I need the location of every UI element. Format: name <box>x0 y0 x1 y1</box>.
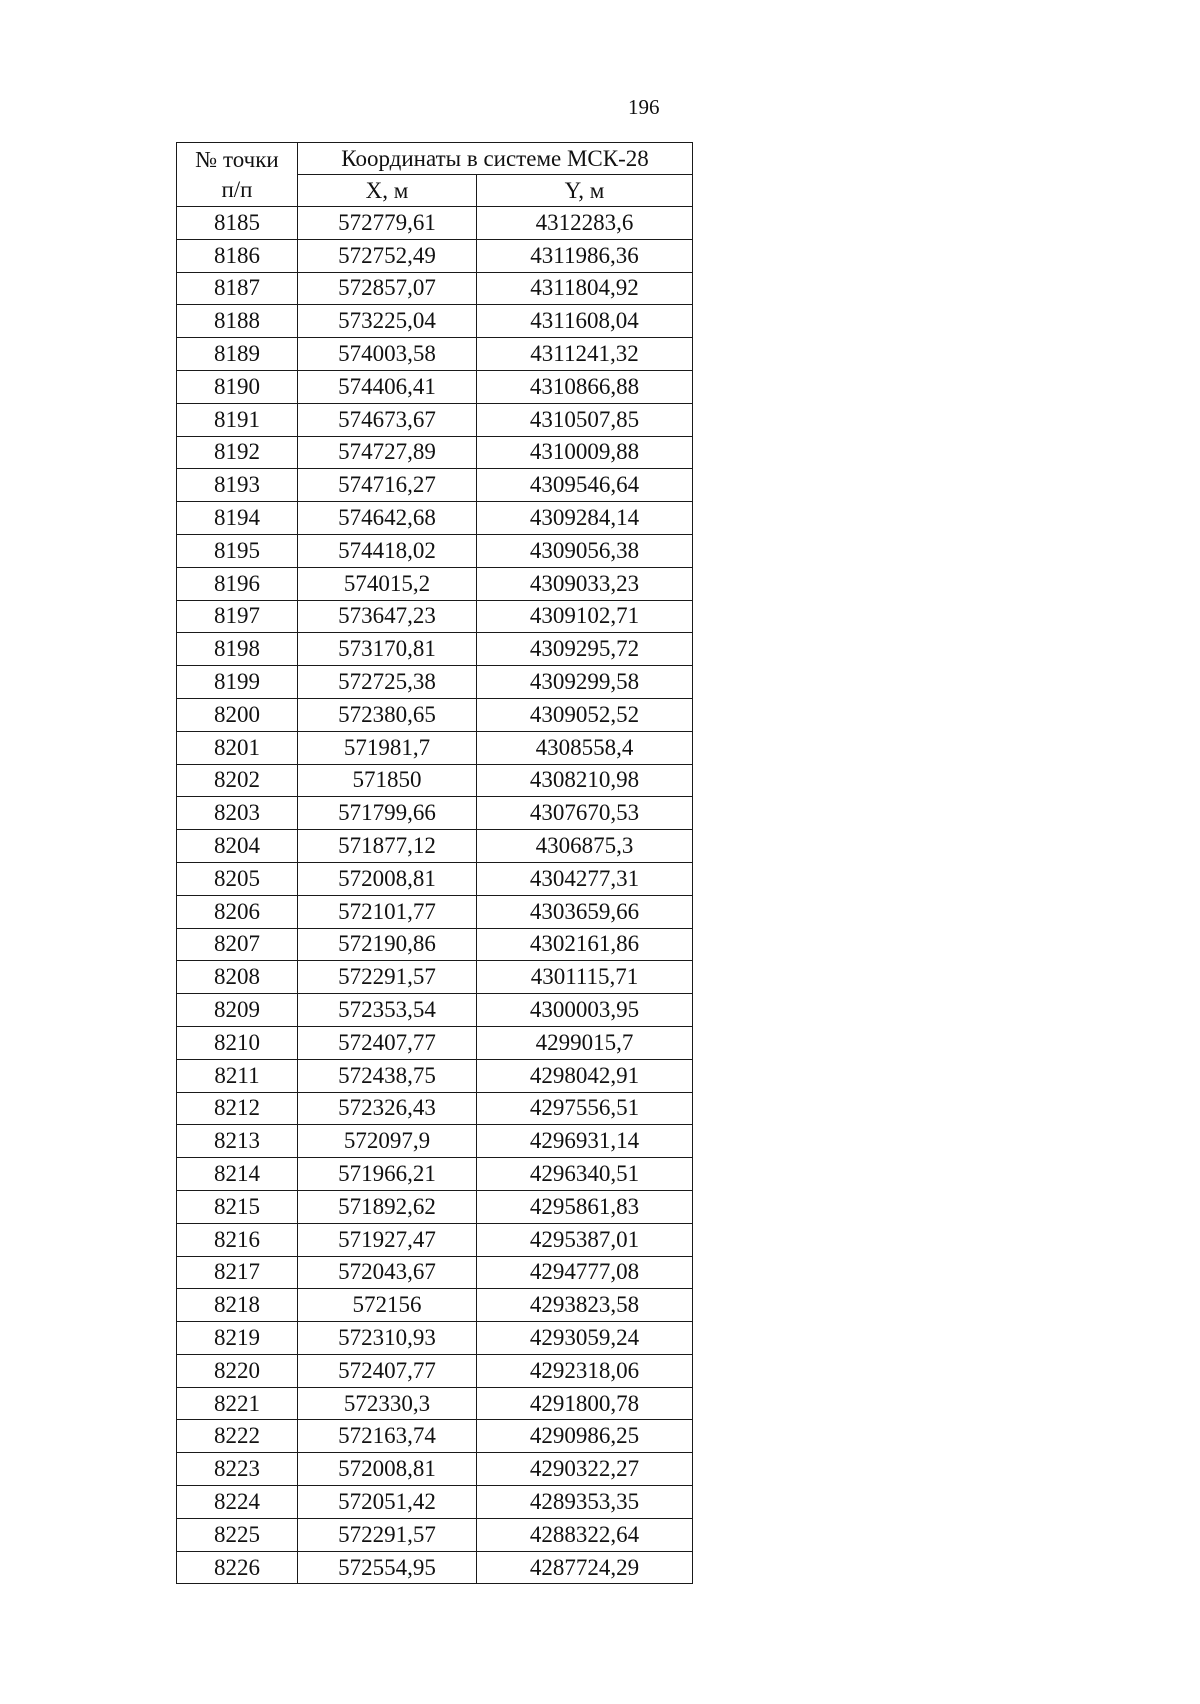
table-row <box>177 633 693 666</box>
table-row <box>177 207 693 240</box>
x-coordinate-cell: 572291,57 <box>298 1518 477 1551</box>
point-number-cell: 8197 <box>177 600 298 633</box>
y-coordinate-cell: 4296931,14 <box>477 1125 693 1158</box>
x-coordinate-cell: 572051,42 <box>298 1486 477 1519</box>
y-coordinate-cell: 4309546,64 <box>477 469 693 502</box>
table-row <box>177 698 693 731</box>
table-row <box>177 895 693 928</box>
table-row <box>177 1486 693 1519</box>
y-coordinate-cell: 4311986,36 <box>477 239 693 272</box>
y-coordinate-cell: 4303659,66 <box>477 895 693 928</box>
x-coordinate-cell: 572097,9 <box>298 1125 477 1158</box>
y-coordinate-cell: 4311608,04 <box>477 305 693 338</box>
point-number-cell: 8211 <box>177 1059 298 1092</box>
point-number-header-line2: п/п <box>221 176 253 202</box>
x-coordinate-cell: 572554,95 <box>298 1551 477 1584</box>
x-coordinate-cell: 573225,04 <box>298 305 477 338</box>
point-number-cell: 8213 <box>177 1125 298 1158</box>
y-coordinate-cell: 4290986,25 <box>477 1420 693 1453</box>
point-number-cell: 8221 <box>177 1387 298 1420</box>
table-row <box>177 1289 693 1322</box>
y-coordinate-cell: 4288322,64 <box>477 1518 693 1551</box>
x-coordinate-cell: 572156 <box>298 1289 477 1322</box>
table-header <box>177 143 693 207</box>
point-number-cell: 8209 <box>177 994 298 1027</box>
table-row <box>177 1518 693 1551</box>
x-coordinate-cell: 572163,74 <box>298 1420 477 1453</box>
table-row <box>177 436 693 469</box>
table-row <box>177 994 693 1027</box>
point-number-cell: 8192 <box>177 436 298 469</box>
point-number-cell: 8218 <box>177 1289 298 1322</box>
point-number-cell: 8201 <box>177 731 298 764</box>
x-coordinate-cell: 574727,89 <box>298 436 477 469</box>
table-row <box>177 666 693 699</box>
table-row <box>177 928 693 961</box>
y-coordinate-cell: 4312283,6 <box>477 207 693 240</box>
point-number-header <box>177 143 298 207</box>
y-coordinate-cell: 4289353,35 <box>477 1486 693 1519</box>
x-coordinate-cell: 572326,43 <box>298 1092 477 1125</box>
table-row <box>177 338 693 371</box>
point-number-cell: 8223 <box>177 1453 298 1486</box>
y-coordinate-cell: 4302161,86 <box>477 928 693 961</box>
table-row <box>177 1322 693 1355</box>
table-row <box>177 502 693 535</box>
x-coordinate-cell: 574716,27 <box>298 469 477 502</box>
y-coordinate-cell: 4290322,27 <box>477 1453 693 1486</box>
point-number-cell: 8205 <box>177 862 298 895</box>
x-coordinate-cell: 572857,07 <box>298 272 477 305</box>
table-row <box>177 534 693 567</box>
x-coordinate-cell: 574642,68 <box>298 502 477 535</box>
x-coordinate-cell: 573170,81 <box>298 633 477 666</box>
point-number-cell: 8196 <box>177 567 298 600</box>
x-column-header: X, м <box>298 175 477 207</box>
y-coordinate-cell: 4310009,88 <box>477 436 693 469</box>
x-coordinate-cell: 572101,77 <box>298 895 477 928</box>
y-coordinate-cell: 4301115,71 <box>477 961 693 994</box>
table-row <box>177 403 693 436</box>
point-number-cell: 8210 <box>177 1026 298 1059</box>
y-column-header: Y, м <box>477 175 693 207</box>
point-number-cell: 8225 <box>177 1518 298 1551</box>
point-number-cell: 8204 <box>177 830 298 863</box>
x-coordinate-cell: 572291,57 <box>298 961 477 994</box>
point-number-cell: 8186 <box>177 239 298 272</box>
y-coordinate-cell: 4299015,7 <box>477 1026 693 1059</box>
table-row <box>177 272 693 305</box>
y-coordinate-cell: 4309284,14 <box>477 502 693 535</box>
x-coordinate-cell: 571927,47 <box>298 1223 477 1256</box>
point-number-cell: 8191 <box>177 403 298 436</box>
y-coordinate-cell: 4295861,83 <box>477 1190 693 1223</box>
x-coordinate-cell: 572330,3 <box>298 1387 477 1420</box>
table-row <box>177 862 693 895</box>
x-coordinate-cell: 572008,81 <box>298 1453 477 1486</box>
y-coordinate-cell: 4296340,51 <box>477 1158 693 1191</box>
y-coordinate-cell: 4311241,32 <box>477 338 693 371</box>
y-coordinate-cell: 4291800,78 <box>477 1387 693 1420</box>
table-row <box>177 961 693 994</box>
point-number-cell: 8214 <box>177 1158 298 1191</box>
x-coordinate-cell: 572725,38 <box>298 666 477 699</box>
x-coordinate-cell: 571877,12 <box>298 830 477 863</box>
y-coordinate-cell: 4298042,91 <box>477 1059 693 1092</box>
point-number-cell: 8198 <box>177 633 298 666</box>
y-coordinate-cell: 4309033,23 <box>477 567 693 600</box>
x-coordinate-cell: 574003,58 <box>298 338 477 371</box>
table-row <box>177 1158 693 1191</box>
y-coordinate-cell: 4310507,85 <box>477 403 693 436</box>
table-body <box>177 207 693 1584</box>
table-row <box>177 1354 693 1387</box>
x-coordinate-cell: 574418,02 <box>298 534 477 567</box>
y-coordinate-cell: 4309295,72 <box>477 633 693 666</box>
x-coordinate-cell: 571892,62 <box>298 1190 477 1223</box>
x-coordinate-cell: 572380,65 <box>298 698 477 731</box>
point-number-cell: 8199 <box>177 666 298 699</box>
table-row <box>177 764 693 797</box>
table-row <box>177 305 693 338</box>
x-coordinate-cell: 572043,67 <box>298 1256 477 1289</box>
table-row <box>177 731 693 764</box>
point-number-cell: 8194 <box>177 502 298 535</box>
table-row <box>177 1190 693 1223</box>
coordinate-system-header: Координаты в системе МСК-28 <box>298 143 693 175</box>
point-number-cell: 8187 <box>177 272 298 305</box>
y-coordinate-cell: 4309056,38 <box>477 534 693 567</box>
x-coordinate-cell: 572407,77 <box>298 1026 477 1059</box>
table-row <box>177 1223 693 1256</box>
x-coordinate-cell: 571981,7 <box>298 731 477 764</box>
point-number-cell: 8219 <box>177 1322 298 1355</box>
y-coordinate-cell: 4308210,98 <box>477 764 693 797</box>
x-coordinate-cell: 572190,86 <box>298 928 477 961</box>
point-number-cell: 8188 <box>177 305 298 338</box>
x-coordinate-cell: 572353,54 <box>298 994 477 1027</box>
table-row <box>177 1387 693 1420</box>
y-coordinate-cell: 4287724,29 <box>477 1551 693 1584</box>
x-coordinate-cell: 571966,21 <box>298 1158 477 1191</box>
y-coordinate-cell: 4297556,51 <box>477 1092 693 1125</box>
x-coordinate-cell: 572407,77 <box>298 1354 477 1387</box>
y-coordinate-cell: 4292318,06 <box>477 1354 693 1387</box>
y-coordinate-cell: 4309299,58 <box>477 666 693 699</box>
table-row <box>177 370 693 403</box>
y-coordinate-cell: 4304277,31 <box>477 862 693 895</box>
point-number-cell: 8190 <box>177 370 298 403</box>
y-coordinate-cell: 4300003,95 <box>477 994 693 1027</box>
point-number-cell: 8217 <box>177 1256 298 1289</box>
point-number-cell: 8224 <box>177 1486 298 1519</box>
x-coordinate-cell: 572752,49 <box>298 239 477 272</box>
x-coordinate-cell: 571850 <box>298 764 477 797</box>
point-number-cell: 8222 <box>177 1420 298 1453</box>
point-number-cell: 8202 <box>177 764 298 797</box>
x-coordinate-cell: 572438,75 <box>298 1059 477 1092</box>
y-coordinate-cell: 4310866,88 <box>477 370 693 403</box>
point-number-cell: 8208 <box>177 961 298 994</box>
x-coordinate-cell: 572008,81 <box>298 862 477 895</box>
y-coordinate-cell: 4294777,08 <box>477 1256 693 1289</box>
y-coordinate-cell: 4306875,3 <box>477 830 693 863</box>
table-row <box>177 1453 693 1486</box>
table-row <box>177 1551 693 1584</box>
point-number-cell: 8185 <box>177 207 298 240</box>
table-row <box>177 600 693 633</box>
point-number-cell: 8200 <box>177 698 298 731</box>
x-coordinate-cell: 574015,2 <box>298 567 477 600</box>
table-row <box>177 1059 693 1092</box>
table-row <box>177 1092 693 1125</box>
point-number-cell: 8207 <box>177 928 298 961</box>
point-number-cell: 8189 <box>177 338 298 371</box>
x-coordinate-cell: 572779,61 <box>298 207 477 240</box>
x-coordinate-cell: 572310,93 <box>298 1322 477 1355</box>
table-row <box>177 797 693 830</box>
table-row <box>177 1026 693 1059</box>
point-number-cell: 8220 <box>177 1354 298 1387</box>
x-coordinate-cell: 571799,66 <box>298 797 477 830</box>
y-coordinate-cell: 4293823,58 <box>477 1289 693 1322</box>
point-number-cell: 8206 <box>177 895 298 928</box>
y-coordinate-cell: 4307670,53 <box>477 797 693 830</box>
page-number: 196 <box>628 95 660 119</box>
table-row <box>177 830 693 863</box>
point-number-header-line1: № точки <box>195 146 279 172</box>
table-row <box>177 1420 693 1453</box>
y-coordinate-cell: 4311804,92 <box>477 272 693 305</box>
y-coordinate-cell: 4295387,01 <box>477 1223 693 1256</box>
table-row <box>177 469 693 502</box>
y-coordinate-cell: 4309102,71 <box>477 600 693 633</box>
table-row <box>177 567 693 600</box>
x-coordinate-cell: 573647,23 <box>298 600 477 633</box>
point-number-cell: 8203 <box>177 797 298 830</box>
point-number-cell: 8193 <box>177 469 298 502</box>
table-row <box>177 1125 693 1158</box>
y-coordinate-cell: 4309052,52 <box>477 698 693 731</box>
point-number-cell: 8226 <box>177 1551 298 1584</box>
coordinates-table <box>176 142 693 1584</box>
x-coordinate-cell: 574406,41 <box>298 370 477 403</box>
point-number-cell: 8195 <box>177 534 298 567</box>
table-row <box>177 1256 693 1289</box>
y-coordinate-cell: 4293059,24 <box>477 1322 693 1355</box>
y-coordinate-cell: 4308558,4 <box>477 731 693 764</box>
point-number-cell: 8216 <box>177 1223 298 1256</box>
point-number-cell: 8212 <box>177 1092 298 1125</box>
point-number-cell: 8215 <box>177 1190 298 1223</box>
x-coordinate-cell: 574673,67 <box>298 403 477 436</box>
table-row <box>177 239 693 272</box>
